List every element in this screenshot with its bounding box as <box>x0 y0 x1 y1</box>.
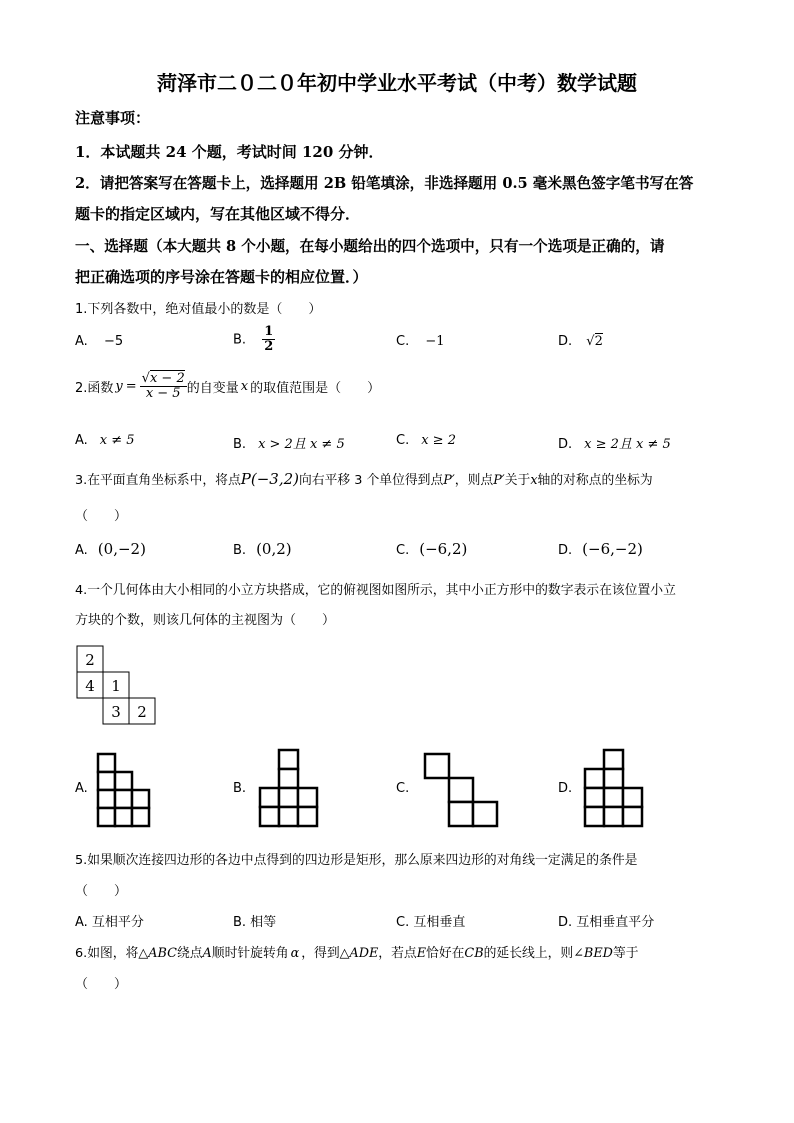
q2-option-d: D. x ≥ 2且 x ≠ 5 <box>558 437 671 452</box>
q4-option-a-figure <box>96 752 152 828</box>
grid-count: 3 <box>111 703 121 721</box>
q1-option-a <box>75 334 123 349</box>
q4-option-c-label: C. <box>396 781 410 796</box>
question-5-stem: 5.如果顺次连接四边形的各边中点得到的四边形是矩形，那么原来四边形的对角线一定满足的条件是 <box>75 853 638 868</box>
question-5-paren: （ ） <box>75 884 128 899</box>
section-heading-line-2: 把正确选项的序号涂在答题卡的相应位置．） <box>75 268 368 286</box>
section-heading-line-1: 一、选择题（本大题共 8 个小题，在每小题给出的四个选项中，只有一个选项是正确的，请 <box>75 238 665 255</box>
q1-option-b <box>233 325 275 355</box>
notice-item-2-line-2: 题卡的指定区域内，写在其他区域不得分． <box>75 205 361 223</box>
q2-numerator: √x − 2 <box>141 371 185 386</box>
q1-option-d <box>558 334 603 349</box>
q1-option-c-label: C. <box>396 334 410 349</box>
q1-option-d-label: D. <box>558 334 573 349</box>
grid-count: 4 <box>85 677 95 695</box>
q1-option-b-numerator: 1 <box>264 324 274 339</box>
q2-option-b: B. x > 2且 x ≠ 5 <box>233 437 345 452</box>
q1-option-b-label: B. <box>233 332 247 348</box>
q4-option-d-figure <box>583 748 645 830</box>
notice-heading: 注意事项： <box>75 109 151 127</box>
question-4-line-2: 方块的个数，则该几何体的主视图为（ ） <box>75 613 336 628</box>
q1-option-d-value: √2 <box>586 334 603 349</box>
q1-option-a-label: A. <box>75 334 88 349</box>
q4-option-b-figure <box>258 748 320 830</box>
q1-option-b-denominator: 2 <box>264 339 274 355</box>
question-6-paren: （ ） <box>75 977 128 992</box>
q5-option-a: A. 互相平分 <box>75 915 144 930</box>
question-3-stem: 3.在平面直角坐标系中，将点P(−3,2)向右平移 3 个单位得到点P′，则点P′关于x轴的对称点的坐标为 <box>75 470 653 488</box>
top-view-grid <box>76 645 160 727</box>
q3-option-d: D. (−6,−2) <box>558 540 643 558</box>
q5-option-d: D. 互相垂直平分 <box>558 915 655 930</box>
q4-option-b-label: B. <box>233 781 247 796</box>
q2-option-a: A. x ≠ 5 <box>75 433 135 448</box>
notice-item-1: 1．本试题共 24 个题，考试时间 120 分钟． <box>75 143 384 161</box>
q3-option-a: A. (0,−2) <box>75 540 146 558</box>
grid-count: 2 <box>137 703 147 721</box>
sqrt-icon: √ <box>141 371 150 386</box>
q4-option-a-label: A. <box>75 781 88 796</box>
question-6-stem: 6.如图，将△ABC绕点A顺时针旋转角 α ，得到△ADE，若点E恰好在CB的延长线上，则∠BED等于 <box>75 946 639 961</box>
q3-option-c: C. (−6,2) <box>396 540 468 558</box>
grid-count: 2 <box>85 651 95 669</box>
sqrt-icon: √ <box>586 334 595 349</box>
q5-option-c: C. 互相垂直 <box>396 915 466 930</box>
q5-option-b: B. 相等 <box>233 915 277 930</box>
question-4-line-1: 4.一个几何体由大小相同的小立方块搭成，它的俯视图如图所示，其中小正方形中的数字表示在该位置小立 <box>75 583 676 598</box>
question-2-stem: 2.函数 y = $\frac{√x - 2}{x - 5}$ 的自变量 x 的取值范围是（ ） <box>75 371 381 402</box>
q4-option-c-figure <box>423 752 499 828</box>
q1-option-a-value: −5 <box>103 334 124 349</box>
grid-count: 1 <box>111 677 121 695</box>
q1-option-c-value: −1 <box>425 334 445 349</box>
q2-option-c: C. x ≥ 2 <box>396 433 456 448</box>
q3-option-b: B. (0,2) <box>233 540 292 558</box>
question-3-paren: （ ） <box>75 509 128 524</box>
notice-item-2-line-1: 2．请把答案写在答题卡上，选择题用 2B 铅笔填涂，非选择题用 0.5 毫米黑色签字笔书写在答 <box>75 175 694 192</box>
question-1-stem: 1.下列各数中，绝对值最小的数是（ ） <box>75 302 322 317</box>
q2-denominator: x − 5 <box>145 386 181 402</box>
q4-option-d-label: D. <box>558 781 573 796</box>
page-title: 菏泽市二０二０年初中学业水平考试（中考）数学试题 <box>157 71 637 95</box>
q1-option-c <box>396 334 445 349</box>
